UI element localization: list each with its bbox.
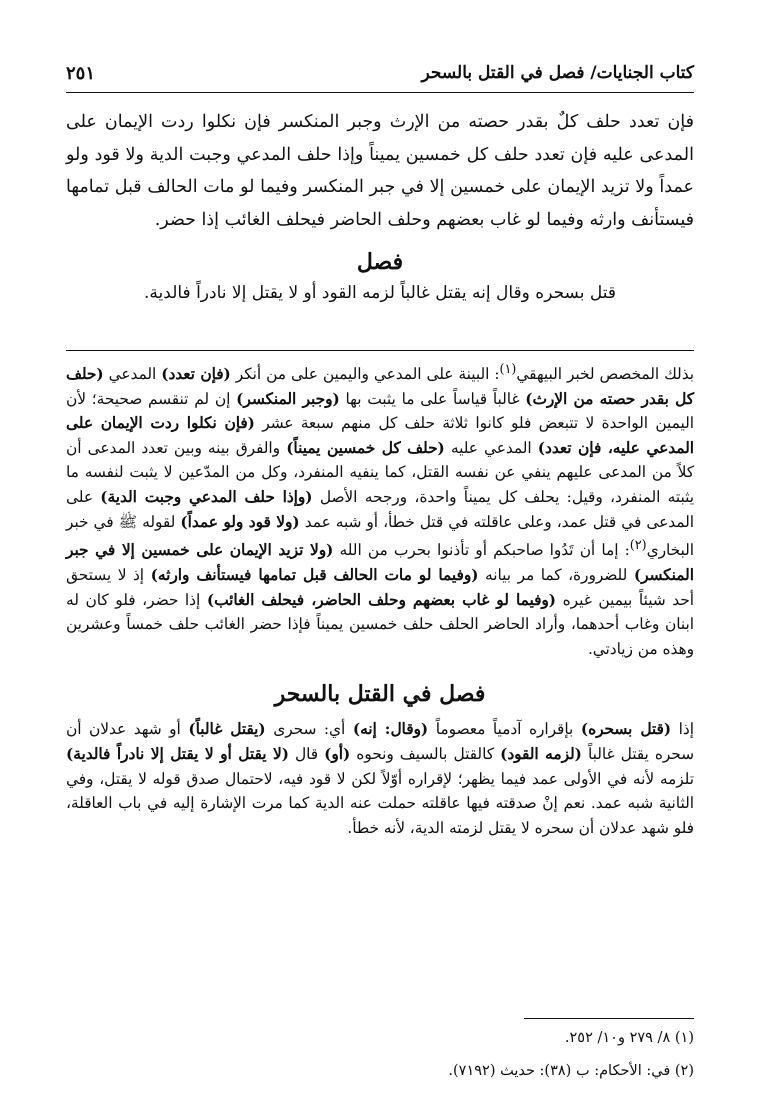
commentary-text: إذا حضر، فلو كان له ابنان وغاب أحدهما، وأراد الحاضر الحلف حلف خمسين يميناً فإذا حضر الغائب حلف خمساً وعشرين وهذه من زيادتي. — [66, 590, 694, 658]
bold-quote: (ولا قود ولو عمداً) — [180, 512, 300, 531]
commentary-text: لقوله ﷺ في خبر البخاري — [66, 512, 695, 560]
main-paragraph: فإن تعدد حلف كلٌ بقدر حصته من الإرث وجبر المنكسر فإن نكلوا ردت الإيمان على المدعى عليه فإن تعدد حلف كل خمسين يميناً وإذا حلف المدعي وجبت الدية ولا قود ولو عمداً ولا تزيد الإيمان على خمسين إلا في جبر المنكسر وفيما لو مات الحالف قبل تمامها فيستأنف وارثه وفيما لو غاب بعضهم وحلف الحاضر فيحلف الغائب إذا حضر. — [66, 112, 694, 230]
commentary-text: تلزمه لأنه في الأولى عمد فيما يظهر؛ لإقراره أوّلاً لكن لا قود فيه، لاحتمال صدق قوله لا يقتل، وفي الثانية شبه عمد. نعم إنْ صدقته فيها عاقلته حملت عنه الدية كما مرت الإشارة إليه في باب العاقلة، فلو شهد عدلان أن سحره لا يقتل لزمته الدية، لأنه خطأ. — [66, 769, 694, 837]
commentary-text: المدعي عليه — [444, 438, 538, 457]
main-heading-line: قتل بسحره وقال إنه يقتل غالباً لزمه القود أو لا يقتل إلا نادراً فالدية. — [144, 283, 616, 303]
commentary-text: للضرورة، كما مر بيانه — [478, 565, 634, 584]
commentary-text: غالباً قياساً على ما يثبت بها — [339, 389, 526, 408]
bold-quote: (أو) — [324, 744, 351, 763]
bold-quote: (وإذا حلف المدعي وجبت الدية) — [100, 488, 313, 507]
commentary-text: إذا — [671, 720, 694, 739]
bold-quote: (يقتل غالباً) — [188, 720, 266, 739]
header-rule — [66, 92, 694, 93]
bold-quote: (حلف كل بقدر حصته من الإرث) — [66, 365, 694, 408]
bold-quote: (ولا تزيد الإيمان على خمسين إلا في جبر المنكسر) — [66, 541, 694, 584]
commentary-text: إذ لا يستحق أحد شيئاً بيمين غيره — [66, 565, 694, 609]
bold-quote: (وفيما لو غاب بعضهم وحلف الحاضر، فيحلف الغائب) — [206, 590, 556, 609]
commentary-text: بإقراره آدمياً معصوماً — [428, 720, 581, 739]
commentary-text: والفرق بينه وبين تعدد المدعى أن كلاً من المدعى عليهم ينفي عن نفسه القتل، كما ينفيه المنفرد، وكل من المدّعين لا يثبت لنفسه ما يثبته المنفرد، وقيل: يحلف كل يميناً واحدة، ورجحه الأصل — [66, 438, 694, 507]
commentary — [66, 358, 694, 840]
bold-quote: (قتل بسحره) — [580, 720, 672, 739]
footnote-rule — [524, 1018, 694, 1019]
footnotes — [66, 1022, 694, 1088]
commentary-text: قال — [288, 744, 325, 763]
bold-quote: (وفيما لو مات الحالف قبل تمامها فيستأنف وارثه) — [150, 565, 479, 584]
commentary-text: : إما أن تَدُوا صاحبكم أو تأذنوا بحرب من الله — [333, 541, 630, 560]
footnote-ref: (١) — [499, 362, 517, 377]
commentary-text: إن لم تنقسم صحيحة؛ لأن اليمين الواحدة لا تتبعض فلو كانوا ثلاثة حلف كل منهم سبعة عشر — [66, 389, 694, 433]
commentary-text: كالقتل بالسيف ونحوه — [350, 744, 501, 763]
main-text — [66, 106, 694, 308]
bold-quote: (فإن نكلوا ردت الإيمان على المدعي عليه، فإن تعدد) — [66, 414, 694, 457]
commentary-paragraph-1 — [66, 358, 694, 661]
running-title: كتاب الجنايات/ فصل في القتل بالسحر — [421, 63, 694, 83]
commentary-paragraph-2 — [66, 717, 694, 840]
section-heading: فصل في القتل بالسحر — [274, 681, 486, 708]
footnote-1: (١) ٨/ ٢٧٩ و١٠/ ٢٥٢. — [564, 1030, 694, 1046]
separator-rule — [66, 350, 694, 351]
footnote-2: (٢) في: الأحكام: ب (٣٨): حديث (٧١٩٢). — [448, 1063, 694, 1079]
page-header — [66, 58, 694, 88]
bold-quote: (لزمه القود) — [500, 744, 582, 763]
commentary-text: : البينة على المدعي واليمين على من أنكر — [230, 365, 500, 384]
commentary-text: على المدعى في قتل عمد، وعلى عاقلته في قتل خطأ، أو شبه عمد — [66, 488, 694, 531]
page-number: ٢٥١ — [66, 62, 96, 84]
bold-quote: (فإن تعدد) — [161, 365, 231, 384]
footnote-ref: (٢) — [629, 538, 647, 554]
bold-quote: (حلف كل خمسين يميناً) — [286, 438, 445, 457]
main-heading: فصل — [356, 249, 404, 275]
bold-quote: (لا يقتل أو لا يقتل إلا نادراً فالدية) — [66, 744, 289, 763]
bold-quote: (وقال: إنه) — [352, 720, 429, 739]
bold-quote: (وجبر المنكسر) — [236, 389, 340, 408]
commentary-text: بذلك المخصص لخبر البيهقي — [516, 365, 694, 384]
commentary-text: أي: سحرى — [265, 720, 353, 739]
commentary-text: المدعي — [103, 365, 162, 384]
commentary-text: أو شهد عدلان أن سحره يقتل غالباً — [66, 720, 694, 763]
